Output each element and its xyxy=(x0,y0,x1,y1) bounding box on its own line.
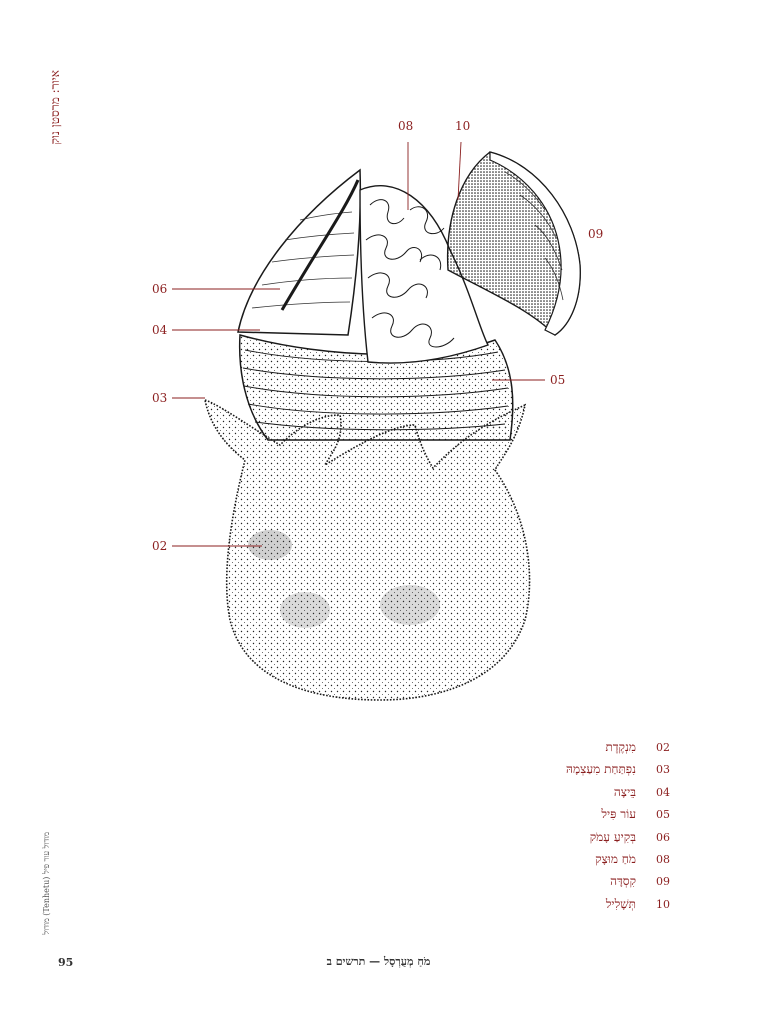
footer-title: מֹחַ מְעֻרְסָל — תרשים ב xyxy=(326,955,431,968)
legend-item xyxy=(520,830,670,852)
legend-item xyxy=(520,807,670,829)
side-note: מודול (Tenhetu) מודול עור פיל xyxy=(42,832,51,935)
legend-term: מֹחַ מוּצָק xyxy=(595,851,636,866)
legend-term: תְּשָׁלִיל xyxy=(605,896,636,911)
legend-number: 02 xyxy=(656,741,670,754)
legend-item xyxy=(520,762,670,784)
page-number: 95 xyxy=(58,956,74,969)
shell-fragment-left xyxy=(238,170,360,335)
legend-number: 06 xyxy=(656,830,670,844)
legend-term: קִסְדָּה xyxy=(610,874,636,889)
legend-item xyxy=(520,785,670,807)
callout-02: 02 xyxy=(152,539,168,553)
cup-shading-right xyxy=(380,585,440,625)
callout-08: 08 xyxy=(398,119,414,133)
callout-09: 09 xyxy=(588,227,604,241)
callout-06: 06 xyxy=(152,282,168,296)
legend-term: נִפְתַּחַת מִעַצְמָהּ xyxy=(566,762,636,777)
legend-number: 05 xyxy=(656,808,670,822)
cup-shading-mid xyxy=(280,592,330,628)
legend-item xyxy=(520,852,670,874)
callout-03: 03 xyxy=(152,391,168,405)
callout-04: 04 xyxy=(152,323,168,337)
legend-item xyxy=(520,740,670,762)
cup-shading-left xyxy=(248,530,292,560)
legend-item xyxy=(520,874,670,896)
callout-10: 10 xyxy=(455,119,471,133)
illustrator-credit: איור: מרסטן נוק xyxy=(48,70,62,145)
legend xyxy=(520,740,670,919)
legend-item xyxy=(520,897,670,919)
legend-term: עוֹר פִּיל xyxy=(601,807,636,822)
legend-term: מִנְקֶדֶת xyxy=(605,740,636,754)
legend-number: 09 xyxy=(656,875,670,889)
legend-number: 03 xyxy=(656,763,670,777)
legend-term: בְּקִיעַ עָמֹק xyxy=(589,829,636,844)
legend-number: 04 xyxy=(656,785,670,799)
legend-number: 10 xyxy=(656,897,670,911)
legend-term: בֵּיצָה xyxy=(613,784,636,799)
callout-05: 05 xyxy=(550,373,566,387)
legend-number: 08 xyxy=(656,852,670,866)
